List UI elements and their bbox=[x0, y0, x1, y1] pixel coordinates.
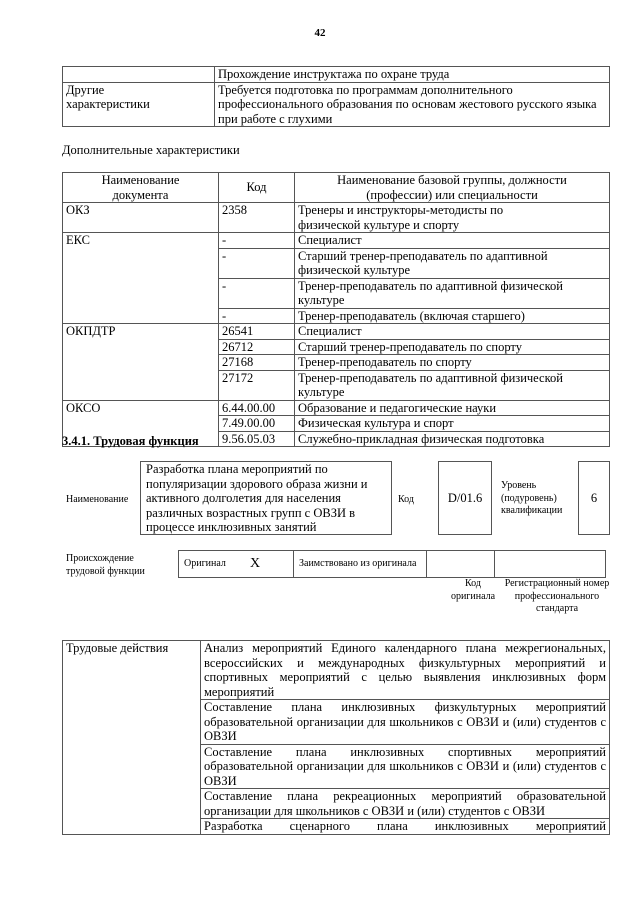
origin-code-caption: Код оригинала bbox=[450, 578, 496, 602]
code-cell: 7.49.00.00 bbox=[219, 416, 295, 432]
qualification-level-label: Уровень (подуровень) квалификации bbox=[501, 480, 563, 516]
name-cell: Тренеры и инструкторы-методисты по физической культуре и спорту bbox=[295, 203, 610, 233]
row-label bbox=[63, 67, 215, 83]
other-characteristics-table bbox=[62, 66, 610, 127]
code-cell: 6.44.00.00 bbox=[219, 400, 295, 416]
section-title: 3.4.1. Трудовая функция bbox=[62, 434, 199, 448]
origin-mark-cell: X bbox=[245, 551, 294, 578]
name-cell: Физическая культура и спорт bbox=[295, 416, 610, 432]
origin-original-cell: Оригинал bbox=[179, 551, 246, 578]
name-cell: Специалист bbox=[295, 324, 610, 340]
name-cell: Образование и педагогические науки bbox=[295, 400, 610, 416]
table-header-row bbox=[63, 173, 610, 203]
reg-number-caption: Регистрационный номер профессионального стандарта bbox=[504, 578, 610, 614]
row-label: Другие характеристики bbox=[63, 82, 215, 127]
name-cell: Старший тренер-преподаватель по спорту bbox=[295, 339, 610, 355]
name-cell: Старший тренер-преподаватель по адаптивной физической культуре bbox=[295, 248, 610, 278]
origin-table bbox=[178, 550, 606, 578]
additional-characteristics-heading: Дополнительные характеристики bbox=[62, 143, 240, 157]
function-code-box bbox=[438, 461, 492, 535]
code-cell: 2358 bbox=[219, 203, 295, 233]
name-cell: Служебно-прикладная физическая подготовка bbox=[295, 431, 610, 447]
code-cell: 27168 bbox=[219, 355, 295, 371]
labor-actions-label: Трудовые действия bbox=[63, 641, 201, 835]
code-cell: 9.56.05.03 bbox=[219, 431, 295, 447]
labor-action-item: Составление плана инклюзивных физкультурных мероприятий образовательной организации для школьников с ОВЗИ и (или) студентов с ОВЗИ bbox=[201, 700, 610, 745]
column-header: Код bbox=[219, 173, 295, 203]
name-label: Наименование bbox=[66, 494, 129, 505]
function-name-box: Разработка плана мероприятий по популяризации здорового образа жизни и активного долголетия для населения различных возрастных групп с ОВЗИ в процессе инклюзивных занятий bbox=[140, 461, 392, 535]
origin-borrowed-cell: Заимствовано из оригинала bbox=[294, 551, 427, 578]
row-value: Требуется подготовка по программам дополнительного профессионального образования по основам жестового русского языка при работе с глухими bbox=[215, 82, 610, 127]
name-cell: Тренер-преподаватель по адаптивной физической культуре bbox=[295, 370, 610, 400]
name-cell: Тренер-преподаватель (включая старшего) bbox=[295, 308, 610, 324]
code-cell: - bbox=[219, 278, 295, 308]
labor-actions-table bbox=[62, 640, 610, 835]
table-row bbox=[63, 67, 610, 83]
doc-cell: ОКЗ bbox=[63, 203, 219, 233]
name-cell: Тренер-преподаватель по спорту bbox=[295, 355, 610, 371]
code-cell: - bbox=[219, 308, 295, 324]
code-label: Код bbox=[398, 494, 414, 505]
code-cell: - bbox=[219, 233, 295, 249]
column-header: Наименование базовой группы, должности (профессии) или специальности bbox=[295, 173, 610, 203]
function-code-value: D/01.6 bbox=[447, 490, 483, 505]
qualification-level-box bbox=[578, 461, 610, 535]
table-row bbox=[63, 324, 610, 340]
table-row bbox=[63, 82, 610, 127]
labor-action-item: Составление плана рекреационных мероприятий образовательной организации для школьников с ОВЗИ и (или) студентов с ОВЗИ bbox=[201, 789, 610, 819]
name-cell: Специалист bbox=[295, 233, 610, 249]
code-cell: 26541 bbox=[219, 324, 295, 340]
origin-label: Происхождение трудовой функции bbox=[66, 553, 145, 577]
code-cell: - bbox=[219, 248, 295, 278]
table-row bbox=[63, 400, 610, 416]
page-number: 42 bbox=[314, 27, 326, 39]
qualification-level-value: 6 bbox=[590, 490, 598, 505]
doc-cell: ЕКС bbox=[63, 233, 219, 324]
doc-cell: ОКСО bbox=[63, 400, 219, 447]
reg-number-cell bbox=[495, 551, 606, 578]
table-row bbox=[179, 551, 606, 578]
labor-action-item: Разработка сценарного плана инклюзивных мероприятий bbox=[201, 819, 610, 835]
code-cell: 26712 bbox=[219, 339, 295, 355]
table-row bbox=[63, 203, 610, 233]
table-row bbox=[63, 641, 610, 700]
additional-characteristics-table bbox=[62, 172, 610, 447]
doc-cell: ОКПДТР bbox=[63, 324, 219, 401]
column-header: Наименование документа bbox=[63, 173, 219, 203]
labor-action-item: Анализ мероприятий Единого календарного плана межрегиональных, всероссийских и международных физкультурных мероприятий и спортивных мероприятий с целью выявления инклюзивных форм мероприятий bbox=[201, 641, 610, 700]
code-cell: 27172 bbox=[219, 370, 295, 400]
row-value: Прохождение инструктажа по охране труда bbox=[215, 67, 610, 83]
labor-action-item: Составление плана инклюзивных спортивных мероприятий образовательной организации для школьников с ОВЗИ и (или) студентов с ОВЗИ bbox=[201, 744, 610, 789]
origin-code-cell bbox=[427, 551, 495, 578]
table-row bbox=[63, 233, 610, 249]
name-cell: Тренер-преподаватель по адаптивной физической культуре bbox=[295, 278, 610, 308]
